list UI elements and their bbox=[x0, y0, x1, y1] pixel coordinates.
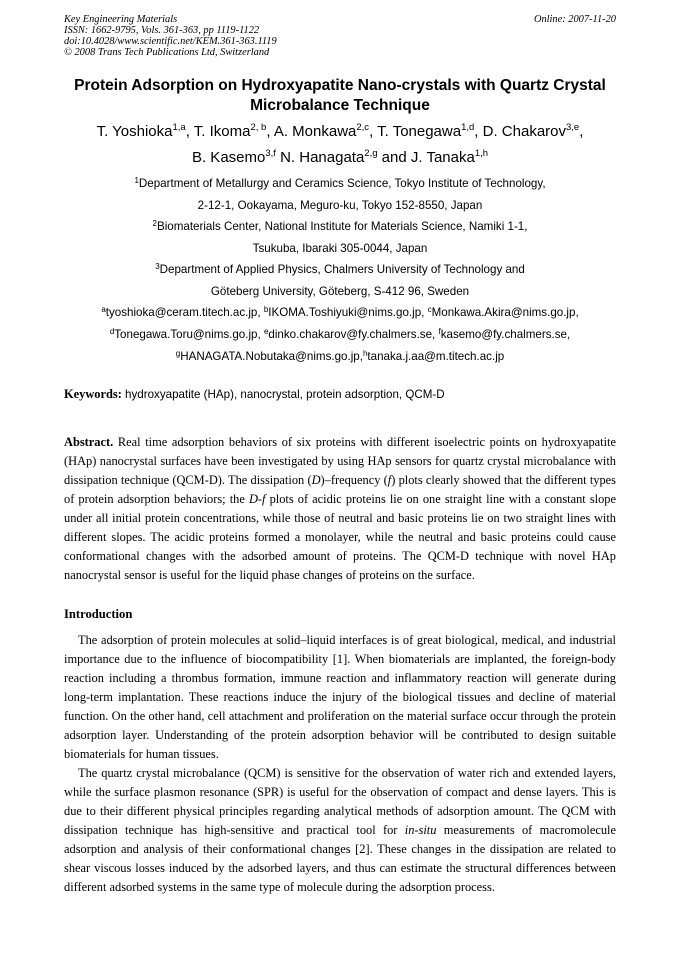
journal-name: Key Engineering Materials bbox=[64, 14, 178, 25]
affiliation-line: 2-12-1, Ookayama, Meguro-ku, Tokyo 152-8550, Japan bbox=[197, 199, 483, 212]
author-sup: 3,f bbox=[265, 148, 276, 159]
email: HANAGATA.Nobutaka@nims.go.jp, bbox=[180, 350, 363, 363]
email: kasemo@fy.chalmers.se, bbox=[440, 328, 571, 341]
intro-paragraph-2 bbox=[64, 764, 616, 897]
email-line bbox=[64, 346, 616, 368]
keywords-text: hydroxyapatite (HAp), nanocrystal, protein adsorption, QCM-D bbox=[121, 388, 445, 401]
author-sup: 3,e bbox=[566, 122, 580, 133]
affiliation-line: Göteberg University, Göteberg, S-412 96, Sweden bbox=[210, 285, 470, 298]
author-sup: 1,d bbox=[461, 122, 475, 133]
symbol-f: f bbox=[387, 473, 392, 487]
aff-text: Department of Metallurgy and Ceramics Science, Tokyo Institute of Technology, bbox=[138, 177, 546, 190]
email-sup: d bbox=[109, 327, 115, 336]
email-sup: c bbox=[427, 305, 432, 314]
email-sup: f bbox=[438, 327, 441, 336]
intro-paragraph-1: The adsorption of protein molecules at solid–liquid interfaces is of great biological, medical, and industrial importance due to the influence of biocompatibility [1]. When biomaterials are implanted, the foreign-body reaction including a thrombus formation, immune reaction and inflammatory reaction will generate during long-term implantation. These reactions induce the injury of the biological tissues and decline of material function. On the other hand, cell attachment and proliferation on the material surface occur through the protein adsorption layer. Understanding of the protein adsorption behavior will be contributed to design suitable biomaterials for human tissues. bbox=[64, 633, 616, 761]
author-sup: 2, b bbox=[250, 122, 267, 133]
email-sup: a bbox=[101, 305, 106, 314]
author-name: , A. Monkawa bbox=[266, 123, 357, 140]
paper-title: Protein Adsorption on Hydroxyapatite Nano-crystals with Quartz Crystal Microbalance Technique bbox=[74, 77, 606, 114]
symbol-df: D-f bbox=[248, 492, 266, 506]
email-sup: b bbox=[263, 305, 269, 314]
aff-sup: 2 bbox=[152, 219, 157, 228]
aff-text: Biomaterials Center, National Institute for Materials Science, Namiki 1-1, bbox=[156, 220, 528, 233]
author-name: N. Hanagata bbox=[275, 149, 365, 166]
section-heading: Introduction bbox=[64, 607, 133, 621]
aff-sup: 3 bbox=[155, 262, 160, 271]
doi-line: doi:10.4028/www.scientific.net/KEM.361-363.1119 bbox=[64, 36, 277, 47]
affiliation-line bbox=[64, 216, 616, 238]
email: IKOMA.Toshiyuki@nims.go.jp, bbox=[268, 306, 428, 319]
author-name: , T. Tonegawa bbox=[369, 123, 462, 140]
author-list bbox=[64, 120, 616, 172]
email: dinko.chakarov@fy.chalmers.se, bbox=[268, 328, 439, 341]
copyright-line: © 2008 Trans Tech Publications Ltd, Switzerland bbox=[64, 47, 270, 58]
author-name: B. Kasemo bbox=[191, 149, 266, 166]
author-name: and J. Tanaka bbox=[377, 149, 475, 166]
author-sup: 2,c bbox=[356, 122, 370, 133]
email-sup: h bbox=[362, 349, 368, 358]
abstract-text: )–frequency ( bbox=[320, 473, 388, 487]
email: Tonegawa.Toru@nims.go.jp, bbox=[114, 328, 264, 341]
email-sup: g bbox=[175, 349, 181, 358]
keywords-label: Keywords: bbox=[64, 387, 122, 401]
affiliation-line bbox=[64, 259, 616, 281]
abstract-text: ) plots clearly showed that the different types of protein adsorption behaviors; the bbox=[64, 473, 616, 506]
issn-line: ISSN: 1662-9795, Vols. 361-363, pp 1119-1122 bbox=[64, 25, 260, 36]
abstract bbox=[64, 433, 616, 585]
abstract-text: Real time adsorption behaviors of six proteins with different isoelectric points on hydroxyapatite (HAp) nanocrystal surfaces have been investigated by using HAp sensors for quartz crystal microbalance with dissipation technique (QCM-D). The dissipation ( bbox=[64, 435, 616, 487]
affiliation-line bbox=[64, 173, 616, 195]
author-line-1 bbox=[64, 120, 616, 146]
email: tanaka.j.aa@m.titech.ac.jp bbox=[367, 350, 505, 363]
online-date: Online: 2007-11-20 bbox=[533, 14, 616, 25]
paper-page bbox=[64, 14, 616, 897]
author-name: , D. Chakarov bbox=[474, 123, 566, 140]
email-line bbox=[64, 324, 616, 346]
affiliations bbox=[64, 173, 616, 368]
term-in-situ: in-situ bbox=[404, 823, 437, 837]
author-sup: 1,h bbox=[474, 148, 489, 159]
abstract-text: plots of acidic proteins lie on one straight line with a constant slope under all initial protein concentrations, while those of neutral and basic proteins lie on two straight lines with different slopes. The acidic proteins formed a monolayer, while the neutral and basic proteins could cause conformational changes with the adsorbed amount of proteins. The QCM-D technique with novel HAp nanocrystal sensor is useful for the liquid phase changes of proteins on the surface. bbox=[64, 492, 617, 582]
aff-text: Department of Applied Physics, Chalmers University of Technology and bbox=[159, 263, 525, 276]
email-line bbox=[64, 302, 616, 324]
symbol-d: D bbox=[311, 473, 321, 487]
author-sep: , bbox=[579, 123, 584, 140]
para-text: measurements of macromolecule adsorption and analysis of their conformational changes [2]. These changes in the dissipation are related to shear viscous losses induced by the adsorbed layers, and thus can estimate the structural differences between different adsorbed systems in the same type of molecule during the adsorption process. bbox=[64, 823, 616, 894]
email-sup: e bbox=[263, 327, 269, 336]
author-line-2 bbox=[64, 146, 616, 172]
aff-sup: 1 bbox=[134, 176, 139, 185]
abstract-label: Abstract. bbox=[64, 435, 114, 449]
author-name: , T. Ikoma bbox=[185, 123, 251, 140]
keywords bbox=[64, 385, 616, 404]
para-text: The quartz crystal microbalance (QCM) is sensitive for the observation of water rich and extended layers, while the surface plasmon resonance (SPR) is useful for the observation of compact and dense layers. This is due to their different physical principles regarding analytical methods of adsorption amount. The QCM with dissipation technique has high-sensitive and practical tool for bbox=[64, 766, 616, 837]
email: tyoshioka@ceram.titech.ac.jp, bbox=[105, 306, 264, 319]
author-sup: 2,g bbox=[364, 148, 378, 159]
email: Monkawa.Akira@nims.go.jp, bbox=[431, 306, 579, 319]
author-sup: 1,a bbox=[172, 122, 186, 133]
author-name: T. Yoshioka bbox=[96, 123, 173, 140]
affiliation-line: Tsukuba, Ibaraki 305-0044, Japan bbox=[252, 242, 428, 255]
journal-header bbox=[64, 14, 616, 58]
